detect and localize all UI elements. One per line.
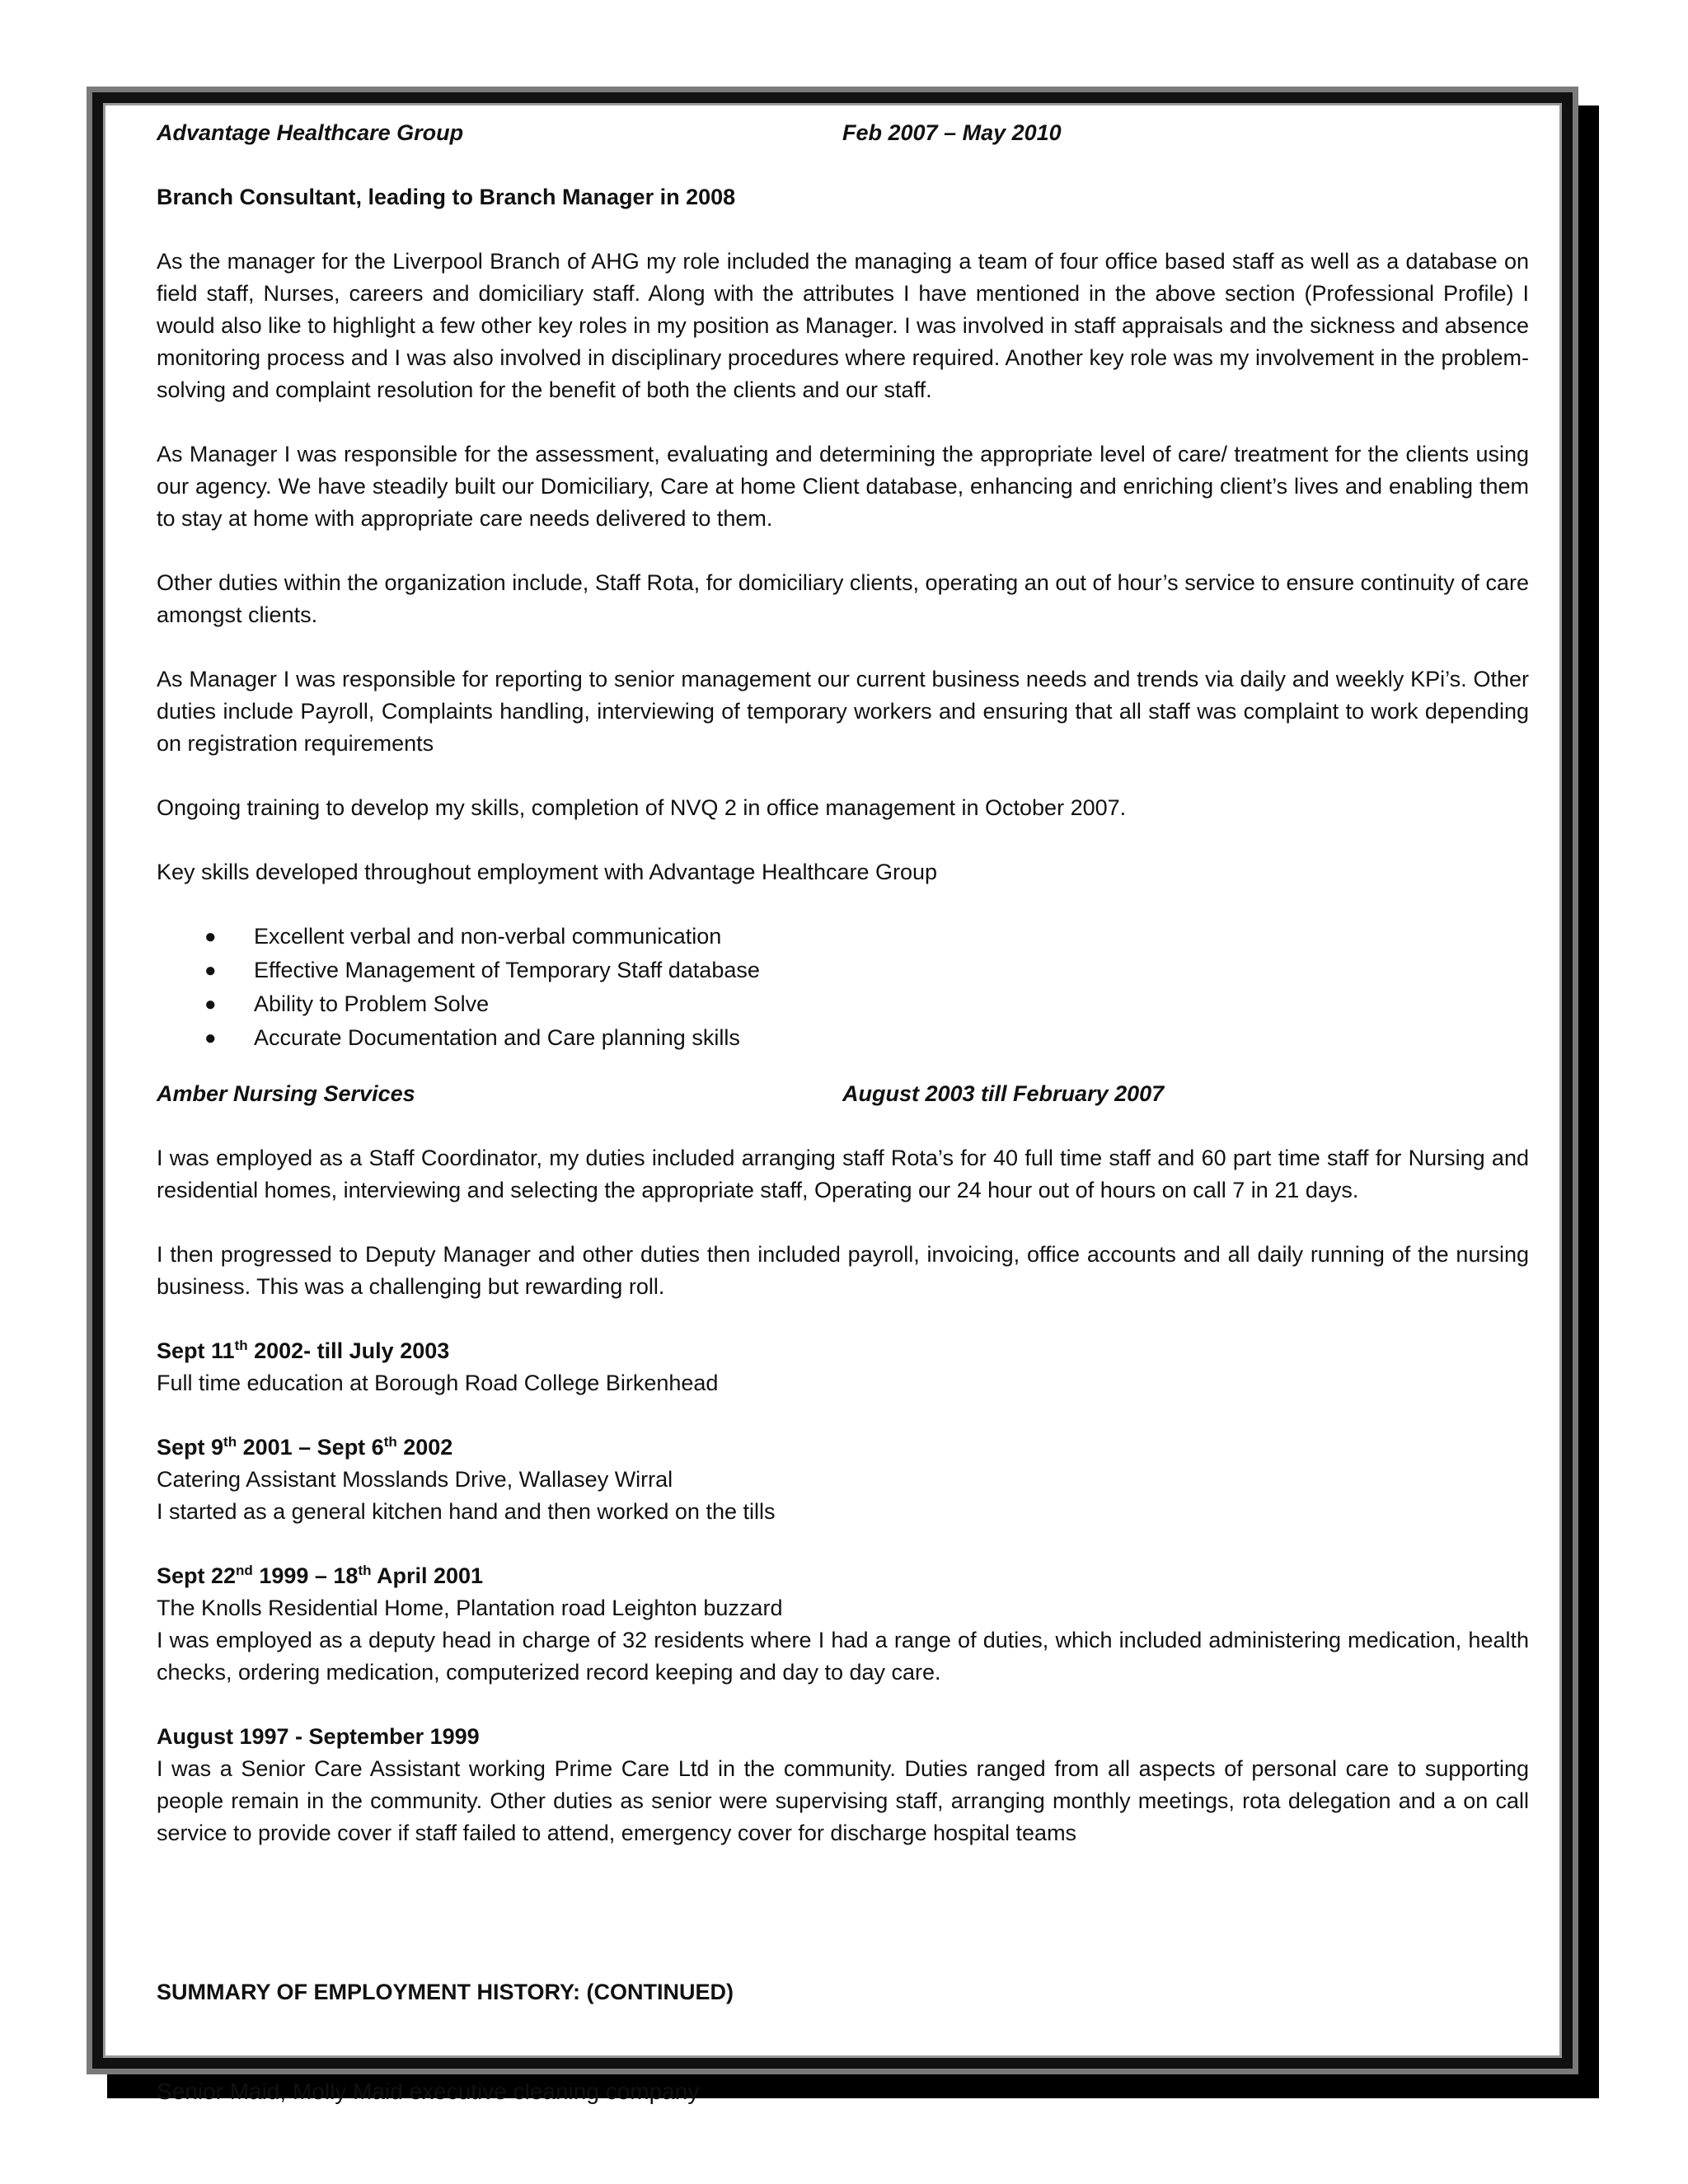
paragraph: I was employed as a Staff Coordinator, my duties included arranging staff Rota’s for 40 full time staff and 60 part time staff for Nursing and residential homes, interviewing and selecting the appropriate staff, Operating our 24 hour out of hours on call 7 in 21 days. [157,1146,1529,1202]
job-dates: August 2003 till February 2007 [842,1081,1165,1106]
entry-line: I started as a general kitchen hand and then worked on the tills [157,1499,776,1524]
paragraph: As the manager for the Liverpool Branch of AHG my role included the managing a team of four office based staff as well as a database on field staff, Nurses, careers and domiciliary staff. Along with the attributes I have mentioned in the above section (Professional Profile) I would also like to highlight a few other key roles in my position as Manager. I was involved in staff appraisals and the sickness and absence monitoring process and I was also involved in disciplinary procedures where required. Another key role was my involvement in the problem-solving and complaint resolution for the benefit of both the clients and our staff. [157,249,1529,402]
skills-list [157,921,1529,1056]
paragraph: Key skills developed throughout employment with Advantage Healthcare Group [157,860,938,884]
company-name: Advantage Healthcare Group [157,120,464,145]
entry-dates: Sept 22nd 1999 – 18th April 2001 [157,1563,484,1588]
company-name: Amber Nursing Services [157,1081,415,1106]
paragraph: As Manager I was responsible for the assessment, evaluating and determining the appropriate level of care/ treatment for the clients using our agency. We have steadily built our Domiciliary, Care at home Client database, enhancing and enriching client’s lives and enabling them to stay at home with appropriate care needs delivered to them. [157,442,1529,531]
job-dates: Feb 2007 – May 2010 [842,120,1062,145]
entry-dates: August 1997 - September 1999 [157,1724,480,1749]
entry-dates: Sept 11th 2002- till July 2003 [157,1338,450,1363]
section-heading: SUMMARY OF EMPLOYMENT HISTORY: (CONTINUED) [157,1980,734,2004]
list-item: ● Ability to Problem Solve [157,988,1529,1022]
entry-line: Full time education at Borough Road College Birkenhead [157,1371,719,1395]
history-entry [157,1335,1529,1399]
entry-line: I was a Senior Care Assistant working Prime Care Ltd in the community. Duties ranged from all aspects of personal care to supporting people remain in the community. Other duties as senior were supervising staff, arranging monthly meetings, rota delegation and a on call service to provide cover if staff failed to attend, emergency cover for discharge hospital teams [157,1756,1529,1845]
bullet-icon: ● [204,1027,217,1049]
job-header [157,117,1529,149]
bullet-icon: ● [204,959,217,982]
history-entry [157,1432,1529,1528]
entry-line: I was employed as a deputy head in charge of 32 residents where I had a range of duties, which included administering medication, health checks, ordering medication, computerized record keeping and day to day care. [157,1628,1529,1685]
paragraph: I then progressed to Deputy Manager and other duties then included payroll, invoicing, office accounts and all daily running of the nursing business. This was a challenging but rewarding roll. [157,1242,1529,1299]
paragraph: Other duties within the organization include, Staff Rota, for domiciliary clients, operating an out of hour’s service to ensure continuity of care amongst clients. [157,570,1529,627]
entry-line: The Knolls Residential Home, Plantation road Leighton buzzard [157,1596,783,1620]
job-role: Branch Consultant, leading to Branch Manager in 2008 [157,185,736,209]
list-item: ● Accurate Documentation and Care planning skills [157,1022,1529,1056]
entry-line: Catering Assistant Mosslands Drive, Wallasey Wirral [157,1467,673,1492]
entry-dates: Sept 9th 2001 – Sept 6th 2002 [157,1434,453,1460]
document-content [157,117,1529,1882]
job-header [157,1078,1529,1110]
history-entry [157,1560,1529,1689]
list-item: ● Excellent verbal and non-verbal communication [157,921,1529,954]
bullet-icon: ● [204,993,217,1015]
paragraph: Ongoing training to develop my skills, completion of NVQ 2 in office management in October 2007. [157,795,1127,820]
paragraph: As Manager I was responsible for reporting to senior management our current business needs and trends via daily and weekly KPi’s. Other duties include Payroll, Complaints handling, interviewing of temporary workers and ensuring that all staff was complaint to work depending on registration requirements [157,667,1529,756]
bullet-icon: ● [204,926,217,948]
history-entry [157,1721,1529,1849]
cutoff-text: Senior Maid, Molly Maid executive cleaning company [157,2083,700,2104]
list-item: ● Effective Management of Temporary Staff database [157,954,1529,988]
